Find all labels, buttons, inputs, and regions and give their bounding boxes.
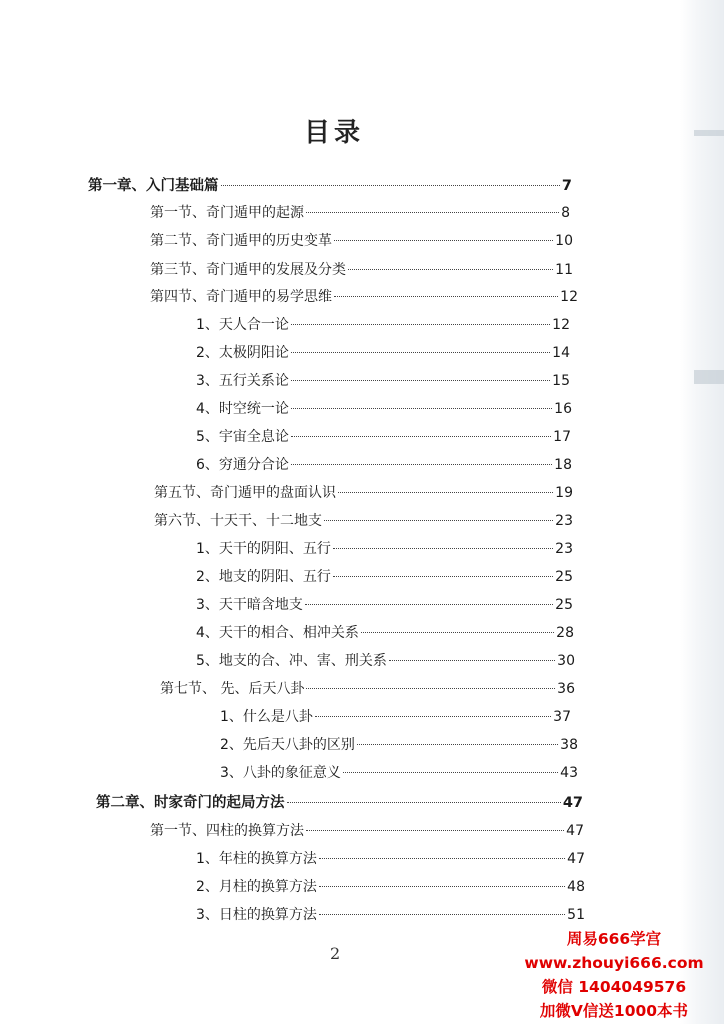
toc-entry-page: 11 xyxy=(555,262,573,278)
toc-leader-dots xyxy=(334,240,553,241)
toc-leader-dots xyxy=(291,324,550,325)
toc-entry-page: 47 xyxy=(562,795,583,811)
toc-entry-page: 23 xyxy=(555,513,573,529)
toc-leader-dots xyxy=(324,520,553,521)
toc-entry-item xyxy=(196,537,573,561)
toc-entry-item xyxy=(196,453,572,477)
toc-leader-dots xyxy=(319,886,565,887)
toc-entry-page: 8 xyxy=(561,205,570,221)
toc-leader-dots xyxy=(287,802,561,803)
watermark-line: 微信 1404049576 xyxy=(541,978,687,996)
toc-entry-label: 3、八卦的象征意义 xyxy=(220,765,341,781)
toc-entry-item xyxy=(196,875,585,899)
toc-leader-dots xyxy=(306,830,564,831)
toc-entry-section xyxy=(150,819,584,843)
toc-entry-label: 第二节、奇门遁甲的历史变革 xyxy=(150,233,332,249)
toc-entry-page: 48 xyxy=(567,879,585,895)
toc-entry-label: 4、时空统一论 xyxy=(196,401,289,417)
toc-entry-item xyxy=(196,341,570,365)
toc-entry-page: 15 xyxy=(552,373,570,389)
toc-entry-section xyxy=(150,258,573,282)
toc-entry-label: 1、天人合一论 xyxy=(196,317,289,333)
toc-entry-page: 16 xyxy=(554,401,572,417)
toc-leader-dots xyxy=(319,858,565,859)
toc-entry-item xyxy=(196,425,571,449)
toc-leader-dots xyxy=(291,380,550,381)
toc-entry-label: 2、先后天八卦的区别 xyxy=(220,737,355,753)
toc-leader-dots xyxy=(291,352,550,353)
toc-entry-label: 3、天干暗含地支 xyxy=(196,597,303,613)
toc-entry-page: 30 xyxy=(557,653,575,669)
toc-entry-page: 36 xyxy=(557,681,575,697)
toc-entry-page: 7 xyxy=(561,178,572,194)
toc-leader-dots xyxy=(319,914,565,915)
toc-entry-label: 1、年柱的换算方法 xyxy=(196,851,317,867)
toc-leader-dots xyxy=(306,688,555,689)
toc-entry-label: 1、天干的阴阳、五行 xyxy=(196,541,331,557)
toc-entry-item xyxy=(220,761,578,785)
toc-entry-label: 2、地支的阴阳、五行 xyxy=(196,569,331,585)
toc-leader-dots xyxy=(291,436,551,437)
toc-entry-label: 6、穷通分合论 xyxy=(196,457,289,473)
toc-entry-page: 43 xyxy=(560,765,578,781)
toc-leader-dots xyxy=(305,604,553,605)
toc-entry-page: 10 xyxy=(555,233,573,249)
toc-leader-dots xyxy=(315,716,551,717)
toc-entry-item xyxy=(220,705,571,729)
toc-entry-section xyxy=(154,509,573,533)
toc-entry-page: 18 xyxy=(554,457,572,473)
toc-entry-page: 47 xyxy=(566,823,584,839)
toc-entry-label: 第六节、十天干、十二地支 xyxy=(154,513,322,529)
toc-entry-label: 4、天干的相合、相冲关系 xyxy=(196,625,359,641)
toc-entry-page: 14 xyxy=(552,345,570,361)
toc-entry-label: 5、宇宙全息论 xyxy=(196,429,289,445)
toc-leader-dots xyxy=(357,744,558,745)
toc-entry-label: 第四节、奇门遁甲的易学思维 xyxy=(150,289,332,305)
toc-entry-section xyxy=(150,201,570,225)
toc-entry-item xyxy=(196,593,573,617)
watermark-line: 周易666学宫 xyxy=(566,930,662,948)
toc-leader-dots xyxy=(306,212,559,213)
toc-entry-page: 23 xyxy=(555,541,573,557)
toc-leader-dots xyxy=(334,296,558,297)
toc-entry-label: 第二章、时家奇门的起局方法 xyxy=(96,795,285,811)
toc-leader-dots xyxy=(361,632,554,633)
toc-entry-page: 12 xyxy=(552,317,570,333)
toc-entry-page: 47 xyxy=(567,851,585,867)
toc-leader-dots xyxy=(291,408,552,409)
toc-entry-label: 3、日柱的换算方法 xyxy=(196,907,317,923)
toc-leader-dots xyxy=(389,660,555,661)
toc-entry-page: 38 xyxy=(560,737,578,753)
toc-leader-dots xyxy=(333,548,553,549)
toc-entry-item xyxy=(196,847,585,871)
toc-entry-item xyxy=(196,621,574,645)
toc-entry-label: 2、月柱的换算方法 xyxy=(196,879,317,895)
toc-entry-label: 第一章、入门基础篇 xyxy=(88,178,219,194)
toc-entry-section xyxy=(150,285,578,309)
toc-entry-item xyxy=(196,649,575,673)
toc-entry-page: 37 xyxy=(553,709,571,725)
toc-entry-chapter xyxy=(88,174,572,198)
toc-entry-page: 25 xyxy=(555,569,573,585)
toc-title: 目录 xyxy=(303,118,364,148)
toc-entry-item xyxy=(196,369,570,393)
scan-edge-mark xyxy=(694,130,724,136)
toc-entry-label: 第三节、奇门遁甲的发展及分类 xyxy=(150,262,346,278)
toc-entry-page: 25 xyxy=(555,597,573,613)
toc-entry-item xyxy=(196,313,570,337)
scan-page-edge xyxy=(680,0,724,1024)
toc-entry-label: 2、太极阴阳论 xyxy=(196,345,289,361)
toc-entry-section xyxy=(150,229,573,253)
toc-entry-section xyxy=(160,677,575,701)
toc-entry-page: 51 xyxy=(567,907,585,923)
toc-entry-label: 3、五行关系论 xyxy=(196,373,289,389)
toc-entry-page: 12 xyxy=(560,289,578,305)
toc-entry-label: 第五节、奇门遁甲的盘面认识 xyxy=(154,485,336,501)
toc-entry-page: 17 xyxy=(553,429,571,445)
scan-edge-mark xyxy=(694,370,724,384)
toc-leader-dots xyxy=(343,772,558,773)
toc-leader-dots xyxy=(291,464,552,465)
watermark-line: 加微V信送1000本书 xyxy=(539,1002,689,1020)
toc-entry-label: 第一节、四柱的换算方法 xyxy=(150,823,304,839)
toc-entry-item xyxy=(196,397,572,421)
toc-entry-item xyxy=(196,565,573,589)
toc-entry-label: 第七节、 先、后天八卦 xyxy=(160,681,305,697)
watermark-line: www.zhouyi666.com xyxy=(524,954,704,972)
toc-entry-label: 1、什么是八卦 xyxy=(220,709,313,725)
toc-entry-section xyxy=(154,481,573,505)
toc-leader-dots xyxy=(333,576,553,577)
toc-entry-label: 5、地支的合、冲、害、刑关系 xyxy=(196,653,387,669)
toc-entry-label: 第一节、奇门遁甲的起源 xyxy=(150,205,304,221)
toc-leader-dots xyxy=(348,269,553,270)
toc-leader-dots xyxy=(221,185,560,186)
toc-entry-item xyxy=(196,903,585,927)
toc-entry-chapter xyxy=(96,791,583,815)
toc-entry-page: 19 xyxy=(555,485,573,501)
toc-entry-page: 28 xyxy=(556,625,574,641)
page-number: 2 xyxy=(330,944,341,963)
toc-leader-dots xyxy=(338,492,553,493)
toc-entry-item xyxy=(220,733,578,757)
